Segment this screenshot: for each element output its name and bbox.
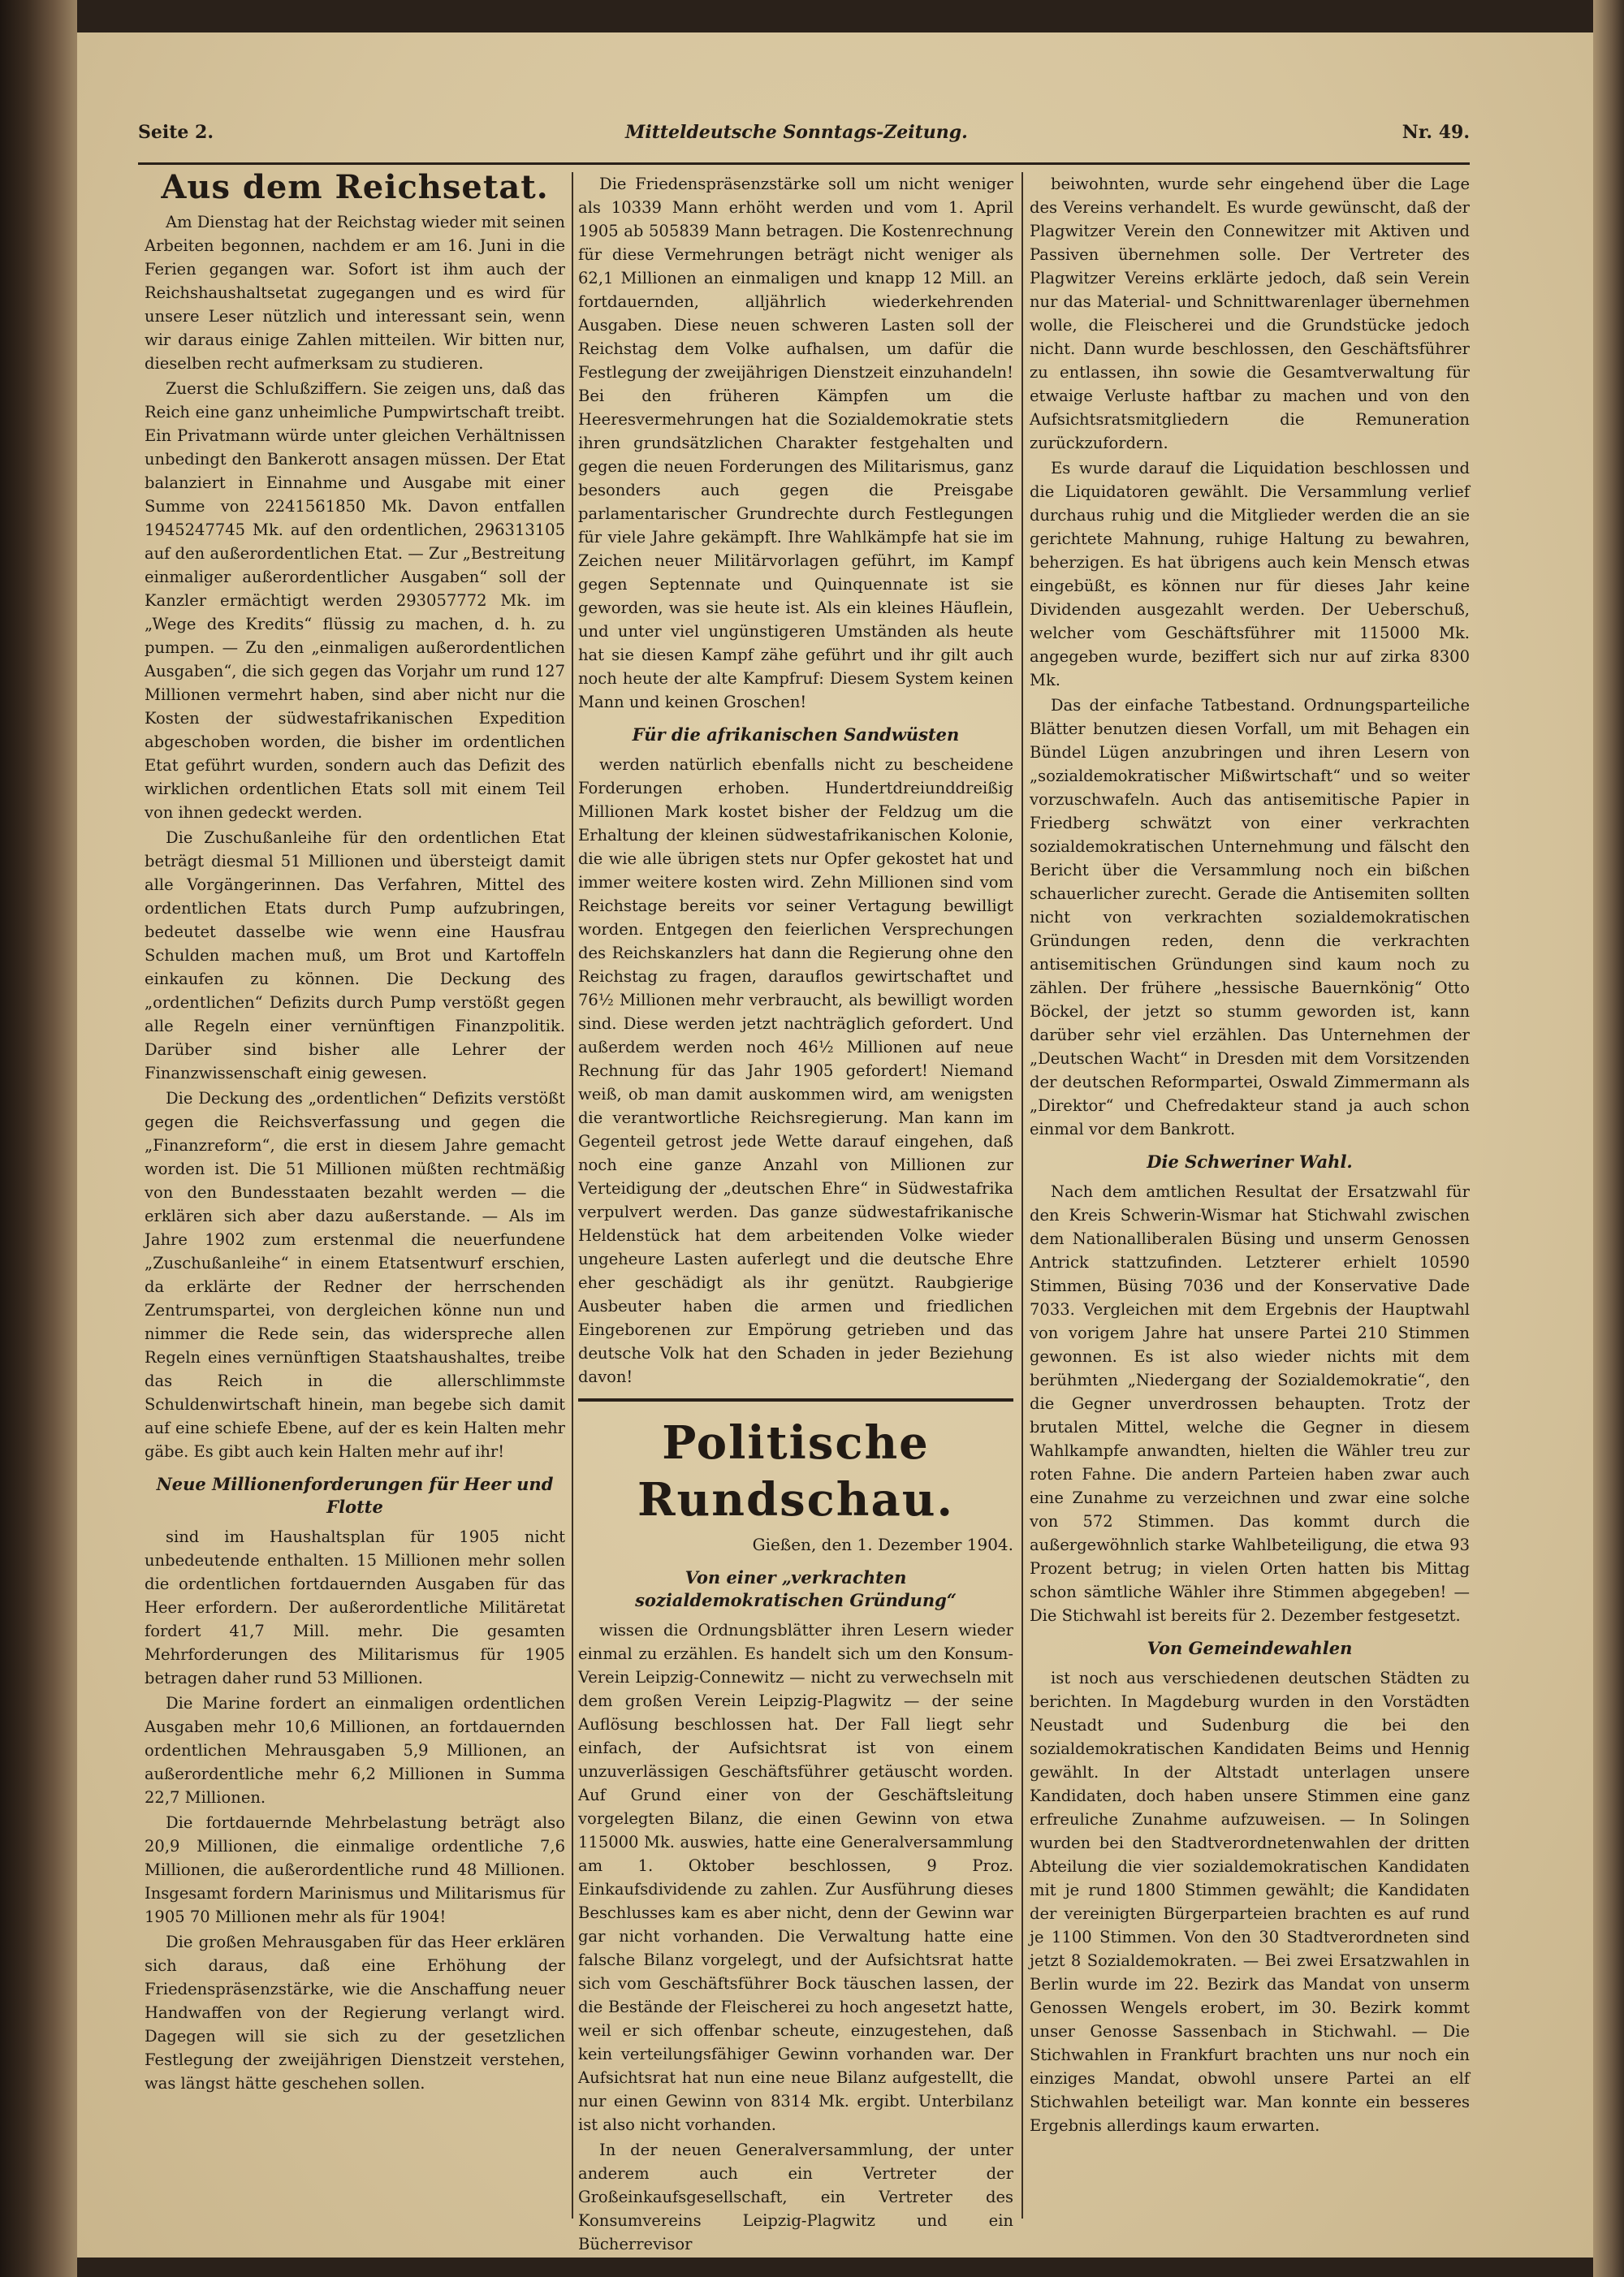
paragraph: Die großen Mehrausgaben für das Heer erklären sich daraus, daß eine Erhöhung der Friedenspräsenzstärke, wie die Anschaffung neuer Handwaffen von der Regierung verlangt wird. Dagegen will sie sich zu der gesetzlichen Festlegung der zweijährigen Dienstzeit verstehen, was längst hätte geschehen sollen. — [145, 1933, 565, 2093]
section-heading: Für die afrikanischen Sandwüsten — [632, 724, 960, 745]
paragraph: Zuerst die Schlußziffern. Sie zeigen uns, daß das Reich eine ganz unheimliche Pumpwirtschaft treibt. Ein Privatmann würde unter gleichen Verhältnissen unbedingt den Bankerott ansagen müssen. Der Etat balanziert in Einnahme und Ausgabe mit einer Summe von 2241561850 Mk. Davon entfallen 1945247745 Mk. auf den ordentlichen, 296313105 auf den außerordentlichen Etat. — Zur „Bestreitung einmaliger außerordentlicher Ausgaben“ soll der Kanzler ermächtigt werden 293057772 Mk. im „Wege des Kredits“ flüssig zu machen, d. h. zu pumpen. — Zu den „einmaligen außerordentlichen Ausgaben“, die sich gegen das Vorjahr um rund 127 Millionen vermehrt haben, sind aber nicht nur die Kosten der südwestafrikanischen Expedition abgeschoben worden, die bisher im ordentlichen Etat geführt wurden, sondern auch das Defizit des wirklichen ordentlichen Etats soll mit einem Teil von ihnen gedeckt werden. — [145, 379, 565, 822]
paragraph: sind im Haushaltsplan für 1905 nicht unbedeutende enthalten. 15 Millionen mehr sollen die ordentlichen fortdauernden Ausgaben für das Heer erfordern. Der außerordentliche Militäretat fordert 41,7 Mill. mehr. Die gesamten Mehrforderungen des Militarismus für 1905 betragen daher rund 53 Millionen. — [145, 1527, 565, 1687]
section-divider — [578, 1398, 1013, 1402]
column-1 — [145, 168, 565, 2219]
paragraph: Das der einfache Tatbestand. Ordnungsparteiliche Blätter benutzen diesen Vorfall, um mit Behagen ein Bündel Lügen anzubringen und ihren Lesern von „sozialdemokratischer Mißwirtschaft“ und so weiter vorzuschwafeln. Auch das antisemitische Papier in Friedberg schwätzt von einer verkrachten sozialdemokratischen Unternehmung und fälscht den Bericht über die Versammlung noch ein bißchen schauerlicher zurecht. Gerade die Antisemiten sollten nicht von verkrachten sozialdemokratischen Gründungen reden, denn die verkrachten antisemitischen Gründungen sind kaum noch zu zählen. Der frühere „hessische Bauernkönig“ Otto Böckel, der jetzt so stumm geworden ist, kann darüber sehr viel erzählen. Das Unternehmen der „Deutschen Wacht“ in Dresden mit dem Vorsitzenden der deutschen Reformpartei, Oswald Zimmermann als „Direktor“ und Chefredakteur stand ja auch schon einmal vor dem Bankrott. — [1030, 696, 1470, 1138]
paragraph: werden natürlich ebenfalls nicht zu bescheidene Forderungen erhoben. Hundertdreiunddreißig Millionen Mark kostet bisher der Feldzug um die Erhaltung der kleinen südwestafrikanischen Kolonie, die wie alle übrigen stets nur Opfer gekostet hat und immer weitere kosten wird. Zehn Millionen sind vom Reichstage bereits vor seiner Vertagung bewilligt worden. Entgegen den feierlichen Versprechungen des Reichskanzlers hat dann die Regierung ohne den Reichstag zu fragen, darauflos gewirtschaftet und 76½ Millionen mehr verbraucht, als bewilligt worden sind. Diese werden jetzt nachträglich gefordert. Und außerdem werden noch 46½ Millionen auf neue Rechnung für das Jahr 1905 gefordert! Niemand weiß, ob man damit auskommen wird, am wenigsten die verantwortliche Reichsregierung. Man kann im Gegenteil getrost jede Wette darauf eingehen, daß noch eine ganze Anzahl von Millionen zur Verteidigung der „deutschen Ehre“ in Südwestafrika verpulvert werden. Das ganze südwestafrikanische Heldenstück hat dem arbeitenden Volke wieder ungeheure Lasten auferlegt und die deutsche Ehre eher geschädigt als ihr genützt. Raubgierige Ausbeuter haben die armen und friedlichen Eingeborenen zur Empörung getrieben und das deutsche Volk hat den Schaden in jeder Beziehung davon! — [578, 755, 1013, 1386]
section-heading: Von Gemeindewahlen — [1147, 1638, 1353, 1658]
issue-number: Nr. 49. — [1402, 122, 1470, 143]
dateline: Gießen, den 1. Dezember 1904. — [752, 1535, 1013, 1554]
paragraph: Die Deckung des „ordentlichen“ Defizits verstößt gegen die Reichsverfassung und gegen die „Finanzreform“, die erst in diesem Jahre gemacht worden ist. Die 51 Millionen müßten rechtmäßig von den Bundesstaaten bezahlt werden — die erklären sich aber dazu außerstande. — Als im Jahre 1902 zum erstenmal die neuerfundene „Zuschußanleihe“ in einem Etatsentwurf erschien, da erklärte der Redner der herrschenden Zentrumspartei, von dergleichen könne nun und nimmer die Rede sein, das widerspreche allen Regeln eines vernünftigen Staatshaushaltes, treibe das Reich in die allerschlimmste Schuldenwirtschaft hinein, man begebe sich damit auf eine schiefe Ebene, auf der es kein Halten mehr gäbe. Es gibt auch kein Halten mehr auf ihr! — [145, 1089, 565, 1461]
paragraph: Am Dienstag hat der Reichstag wieder mit seinen Arbeiten begonnen, nachdem er am 16. Juni in die Ferien gegangen war. Sofort ist ihm auch der Reichshaushaltsetat zugegangen und es wird für unsere Leser nützlich und interessant sein, wenn wir daraus einige Zahlen mitteilen. Wir bitten nur, dieselben recht aufmerksam zu studieren. — [145, 213, 565, 373]
paragraph: Die Marine fordert an einmaligen ordentlichen Ausgaben mehr 10,6 Millionen, an fortdauernden ordentlichen Mehrausgaben 5,9 Millionen, an außerordentliche mehr 6,2 Millionen in Summa 22,7 Millionen. — [145, 1694, 565, 1807]
column-3 — [1030, 172, 1470, 2219]
book-binding — [0, 0, 77, 2277]
paragraph: Nach dem amtlichen Resultat der Ersatzwahl für den Kreis Schwerin-Wismar hat Stichwahl zwischen dem Nationalliberalen Büsing und unserm Genossen Antrick stattzufinden. Letzterer erhielt 10590 Stimmen, Büsing 7036 und der Konservative Dade 7033. Vergleichen mit dem Ergebnis der Hauptwahl von vorigem Jahre hat unsere Partei 210 Stimmen gewonnen. Es ist also wieder nichts mit dem berühmten „Niedergang der Sozialdemokratie“, den die Gegner unverdrossen behaupten. Trotz der brutalen Mittel, welche die Gegner in diesem Wahlkampfe anwandten, hielten die Wähler treu zur roten Fahne. Die andern Parteien haben zwar auch eine Zunahme zu verzeichnen und zwar eine solche von 572 Stimmen. Das kommt durch die außergewöhnlich starke Wahlbeteiligung, die etwa 93 Prozent betrug; in vielen Orten hatten bis Mittag schon sämtliche Wähler ihre Stimmen abgegeben! — Die Stichwahl ist bereits für 2. Dezember festgesetzt. — [1030, 1182, 1470, 1625]
section-heading: Neue Millionenforderungen für Heer und Flotte — [156, 1474, 554, 1517]
section-title: Politische Rundschau. — [637, 1416, 954, 1527]
section-heading: Die Schweriner Wahl. — [1147, 1151, 1353, 1172]
paragraph: Es wurde darauf die Liquidation beschlossen und die Liquidatoren gewählt. Die Versammlung verlief durchaus ruhig und die Mitglieder werden die an sie gerichtete Mahnung, ruhige Haltung zu bewahren, beherzigen. Es hat übrigens auch kein Mensch etwas eingebüßt, es können nur für dieses Jahr keine Dividenden ausgezahlt werden. Der Ueberschuß, welcher vom Geschäftsführer mit 115000 Mk. angegeben wurde, beziffert sich nur auf zirka 8300 Mk. — [1030, 459, 1470, 689]
paragraph: wissen die Ordnungsblätter ihren Lesern wieder einmal zu erzählen. Es handelt sich um den Konsum-Verein Leipzig-Connewitz — nicht zu verwechseln mit dem großen Verein Leipzig-Plagwitz — der seine Auflösung beschlossen hat. Der Fall liegt sehr einfach, der Aufsichtsrat ist von einem unzuverlässigen Geschäftsführer getäuscht worden. Auf Grund einer von der Geschäftsleitung vorgelegten Bilanz, die einen Gewinn von etwa 115000 Mk. auswies, hatte eine Generalversammlung am 1. Oktober beschlossen, 9 Proz. Einkaufsdividende zu zahlen. Zur Ausführung dieses Beschlusses kam es aber nicht, denn der Gewinn war gar nicht vorhanden. Die Verwaltung hatte eine falsche Bilanz vorgelegt, und der Aufsichtsrat hatte sich vom Geschäftsführer Bock täuschen lassen, der die Bestände der Fleischerei zu hoch angesetzt hatte, weil er sich offenbar scheute, einzugestehen, daß kein verteilungsfähiger Gewinn vorhanden war. Der Aufsichtsrat hat nun eine neue Bilanz aufgestellt, die nur einen Gewinn von 8314 Mk. ergibt. Unterbilanz ist also nicht vorhanden. — [578, 1621, 1013, 2134]
column-rule — [1021, 172, 1023, 2219]
column-rule — [572, 172, 573, 2219]
paragraph: Die Zuschußanleihe für den ordentlichen Etat beträgt diesmal 51 Millionen und übersteigt damit alle Vorgängerinnen. Das Verfahren, Mittel des ordentlichen Etats durch Pump aufzubringen, bedeutet dasselbe wie wenn eine Hausfrau Schulden machen muß, um Brot und Kartoffeln einkaufen zu können. Die Deckung des „ordentlichen“ Defizits durch Pump verstößt gegen alle Regeln einer vernünftigen Finanzpolitik. Darüber sind bisher alle Lehrer der Finanzwissenschaft einig gewesen. — [145, 828, 565, 1082]
paragraph: Die fortdauernde Mehrbelastung beträgt also 20,9 Millionen, die einmalige ordentliche 7,6 Millionen, die außerordentliche rund 48 Millionen. Insgesamt fordern Marinismus und Militarismus für 1905 70 Millionen mehr als für 1904! — [145, 1813, 565, 1926]
article-title: Aus dem Reichsetat. — [161, 168, 549, 206]
paragraph: beiwohnten, wurde sehr eingehend über die Lage des Vereins verhandelt. Es wurde gewünscht, daß der Plagwitzer Verein den Connewitzer mit Aktiven und Passiven übernehmen solle. Der Vertreter des Plagwitzer Vereins erklärte jedoch, daß sein Verein nur das Material- und Schnittwarenlager übernehmen wolle, die Fleischerei und die Grundstücke jedoch nicht. Dann wurde beschlossen, den Geschäftsführer zu entlassen, ihn sowie die Gesamtverwaltung für etwaige Verluste haftbar zu machen und von den Aufsichtsratsmitgliedern die Remuneration zurückzufordern. — [1030, 175, 1470, 452]
section-heading: Von einer „verkrachten sozialdemokratischen Gründung“ — [635, 1567, 957, 1610]
column-2 — [578, 172, 1013, 2253]
paragraph: Die Friedenspräsenzstärke soll um nicht weniger als 10339 Mann erhöht werden und vom 1. April 1905 ab 505839 Mann betragen. Die Kostenrechnung für diese Vermehrungen beträgt nicht weniger als 62,1 Millionen an einmaligen und knapp 12 Mill. an fortdauernden, alljährlich wiederkehrenden Ausgaben. Diese neuen schweren Lasten soll der Reichstag dem Volke aufhalsen, um dafür die Festlegung der zweijährigen Dienstzeit einzuhandeln! Bei den früheren Kämpfen um die Heeresvermehrungen hat die Sozialdemokratie stets ihren grundsätzlichen Charakter festgehalten und gegen die neuen Forderungen des Militarismus, ganz besonders auch gegen die Preisgabe parlamentarischer Grundrechte durch Festlegungen für viele Jahre gekämpft. Ihre Wahlkämpfe hat sie im Zeichen neuer Militärvorlagen geführt, im Kampf gegen Septennate und Quinquennate ist sie geworden, was sie heute ist. Als ein kleines Häuflein, und unter viel ungünstigeren Umständen als heute hat sie diesen Kampf zähe geführt und ihr gilt auch noch heute der alte Kampfruf: Diesem System keinen Mann und keinen Groschen! — [578, 175, 1013, 711]
paragraph: ist noch aus verschiedenen deutschen Städten zu berichten. In Magdeburg wurden in den Vorstädten Neustadt und Sudenburg die bei den sozialdemokratischen Kandidaten Beims und Hennig gewählt. In der Altstadt unterlagen unsere Kandidaten, doch haben unsere Stimmen eine ganz erfreuliche Zunahme aufzuweisen. — In Solingen wurden bei den Stadtverordnetenwahlen der dritten Abteilung die vier sozialdemokratischen Kandidaten mit je rund 1800 Stimmen gewählt; die Kandidaten der vereinigten Bürgerparteien brachten es auf rund je 1100 Stimmen. Von den 30 Stadtverordneten sind jetzt 8 Sozialdemokraten. — Bei zwei Ersatzwahlen in Berlin wurde im 22. Bezirk das Mandat von unserm Genossen Wengels erobert, im 30. Bezirk kommt unser Genosse Sassenbach in Stichwahl. — Die Stichwahlen in Frankfurt brachten uns nur noch ein einziges Mandat, obwohl unsere Partei an elf Stichwahlen beteiligt war. Man konnte ein besseres Ergebnis allerdings kaum erwarten. — [1030, 1669, 1470, 2135]
paragraph: In der neuen Generalversammlung, der unter anderem auch ein Vertreter der Großeinkaufsgesellschaft, ein Vertreter des Konsumvereins Leipzig-Plagwitz und ein Bücherrevisor — [578, 2141, 1013, 2253]
page-number: Seite 2. — [138, 122, 214, 143]
page-header — [138, 114, 1470, 165]
newspaper-name: Mitteldeutsche Sonntags-Zeitung. — [625, 122, 968, 143]
page-edge — [1593, 0, 1624, 2277]
